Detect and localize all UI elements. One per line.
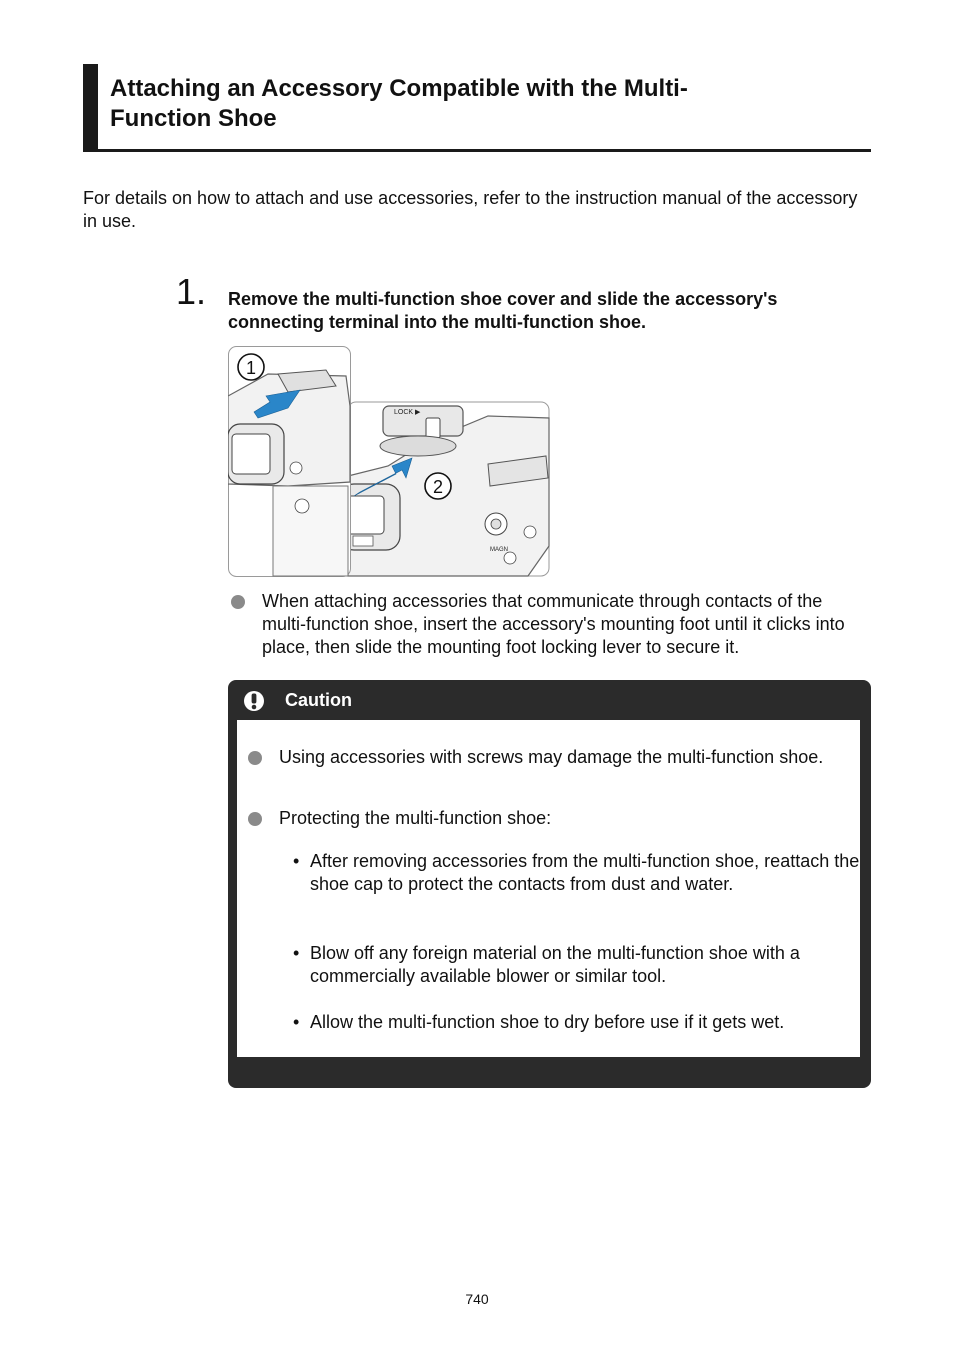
intro-paragraph: For details on how to attach and use accessories, refer to the instruction manual of the accessory in use.	[83, 188, 858, 231]
caution-sub-item-text: Blow off any foreign material on the multi-function shoe with a commercially available blower or similar tool.	[310, 943, 800, 986]
bullet-dot-icon	[248, 812, 262, 826]
caution-item-text: Using accessories with screws may damage the multi-function shoe.	[279, 747, 824, 767]
note-item	[228, 590, 868, 659]
caution-sub-item	[293, 1011, 866, 1034]
page-heading-line2: Function Shoe	[110, 105, 277, 132]
caution-body	[237, 720, 860, 1057]
exclamation-icon	[243, 690, 265, 712]
page-heading-line1: Attaching an Accessory Compatible with the Multi-	[110, 75, 688, 102]
caution-item-text: Protecting the multi-function shoe:	[279, 808, 552, 828]
camera-illustration	[228, 346, 550, 577]
caution-box	[228, 680, 871, 1088]
caution-sub-item-text: After removing accessories from the multi-function shoe, reattach the shoe cap to protect the contacts from dust and water.	[310, 851, 860, 894]
callout-1-text: 1	[245, 358, 257, 378]
caution-sub-item	[293, 942, 866, 988]
note-text: When attaching accessories that communicate through contacts of the multi-function shoe, insert the accessory's mounting foot until it clicks into place, then slide the mounting foot locking lever to secure it.	[262, 591, 845, 657]
lock-label: LOCK ▶	[394, 409, 421, 416]
note-block	[228, 590, 868, 659]
caution-item	[245, 807, 879, 830]
sub-bullet-icon: •	[293, 943, 300, 963]
sub-bullet-icon: •	[293, 1012, 300, 1032]
bullet-dot-icon	[248, 751, 262, 765]
callout-2-text: 2	[432, 477, 444, 497]
page-number: 740	[465, 1291, 489, 1307]
caution-header	[228, 680, 871, 720]
step-instruction: Remove the multi-function shoe cover and slide the accessory's connecting terminal into the multi-function shoe.	[228, 289, 778, 332]
caution-item	[245, 746, 879, 769]
sub-bullet-icon: •	[293, 851, 300, 871]
caution-sub-item-text: Allow the multi-function shoe to dry before use if it gets wet.	[310, 1012, 785, 1032]
page-title	[83, 64, 871, 152]
magnify-label: MAGN	[490, 547, 508, 553]
caution-title: Caution	[285, 690, 352, 710]
caution-sub-item	[293, 850, 866, 896]
bullet-dot-icon	[231, 595, 245, 609]
page-heading	[110, 74, 810, 134]
step-number: 1.	[176, 271, 207, 312]
